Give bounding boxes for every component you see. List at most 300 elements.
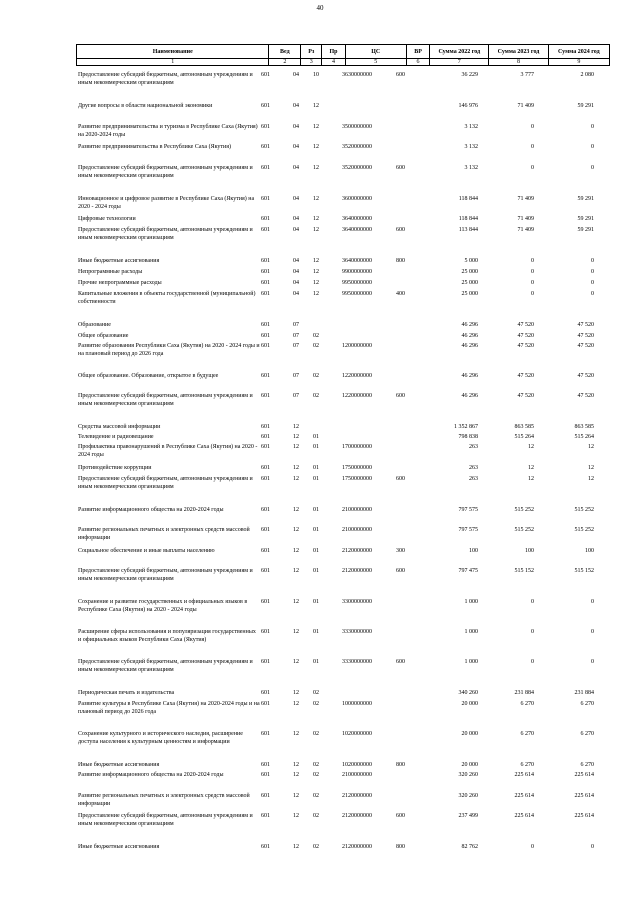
row-sum-2023: 47 520 bbox=[517, 373, 534, 379]
row-ved: 601 bbox=[261, 629, 270, 635]
row-ved: 601 bbox=[261, 599, 270, 605]
row-vr: 400 bbox=[396, 291, 405, 297]
header-name: Наименование bbox=[77, 45, 269, 59]
row-sum-2022: 340 260 bbox=[458, 690, 478, 696]
page-number: 40 bbox=[316, 4, 324, 12]
row-rz: 12 bbox=[293, 548, 299, 554]
row-pr: 02 bbox=[313, 762, 319, 768]
row-ved: 601 bbox=[261, 216, 270, 222]
header-rz: Рз bbox=[301, 45, 322, 59]
row-ved: 601 bbox=[261, 476, 270, 482]
row-name: Образование bbox=[78, 322, 111, 328]
row-cs: 3640000000 bbox=[342, 216, 372, 222]
row-sum-2022: 113 844 bbox=[458, 227, 478, 233]
row-ved: 601 bbox=[261, 444, 270, 450]
row-sum-2022: 25 000 bbox=[461, 269, 478, 275]
row-name: Предоставление субсидий бюджетным, автономным учреждениям и иным некоммерческим организациям bbox=[78, 568, 253, 582]
row-name: Телевидение и радиовещание bbox=[78, 434, 154, 440]
row-ved: 601 bbox=[261, 772, 270, 778]
row-sum-2024: 47 520 bbox=[577, 333, 594, 339]
row-name: Профилактика правонарушений в Республике Саха (Якутия) на 2020 - 2024 годы bbox=[78, 444, 258, 458]
row-sum-2022: 25 000 bbox=[461, 280, 478, 286]
colnum-9: 9 bbox=[548, 59, 609, 66]
row-rz: 12 bbox=[293, 444, 299, 450]
row-ved: 601 bbox=[261, 793, 270, 799]
row-pr: 02 bbox=[313, 690, 319, 696]
row-pr: 02 bbox=[313, 844, 319, 850]
row-ved: 601 bbox=[261, 844, 270, 850]
row-ved: 601 bbox=[261, 144, 270, 150]
row-sum-2022: 36 229 bbox=[461, 72, 478, 78]
row-pr: 02 bbox=[313, 393, 319, 399]
row-name: Предоставление субсидий бюджетным, автономным учреждениям и иным некоммерческим организациям bbox=[78, 659, 253, 673]
row-pr: 02 bbox=[313, 731, 319, 737]
row-sum-2022: 20 000 bbox=[461, 731, 478, 737]
row-pr: 10 bbox=[313, 72, 319, 78]
row-rz: 07 bbox=[293, 333, 299, 339]
row-sum-2024: 6 270 bbox=[580, 762, 594, 768]
colnum-2: 2 bbox=[269, 59, 301, 66]
row-sum-2023: 0 bbox=[531, 144, 534, 150]
row-sum-2024: 12 bbox=[588, 476, 594, 482]
row-sum-2023: 225 614 bbox=[514, 813, 534, 819]
row-sum-2023: 0 bbox=[531, 599, 534, 605]
row-sum-2022: 1 000 bbox=[464, 629, 478, 635]
row-sum-2023: 47 520 bbox=[517, 322, 534, 328]
row-ved: 601 bbox=[261, 373, 270, 379]
row-sum-2023: 12 bbox=[528, 465, 534, 471]
row-sum-2023: 231 884 bbox=[514, 690, 534, 696]
row-name: Социальное обеспечение и иные выплаты населению bbox=[78, 548, 215, 554]
row-name: Развитие предпринимательства в Республике Саха (Якутия) bbox=[78, 144, 231, 150]
row-sum-2023: 47 520 bbox=[517, 343, 534, 349]
row-rz: 12 bbox=[293, 465, 299, 471]
row-sum-2023: 225 614 bbox=[514, 772, 534, 778]
row-cs: 1000000000 bbox=[342, 701, 372, 707]
row-rz: 12 bbox=[293, 701, 299, 707]
row-pr: 01 bbox=[313, 527, 319, 533]
row-name: Сохранение и развитие государственных и официальных языков в Республике Саха (Якутия) на 2020 - 2024 годы bbox=[78, 599, 248, 613]
row-cs: 3330000000 bbox=[342, 659, 372, 665]
row-name: Инновационное и цифровое развитие в Республике Саха (Якутия) на 2020 - 2024 годы bbox=[78, 196, 255, 210]
row-sum-2022: 263 bbox=[469, 465, 478, 471]
row-sum-2023: 47 520 bbox=[517, 333, 534, 339]
row-name: Предоставление субсидий бюджетным, автономным учреждениям и иным некоммерческим организациям bbox=[78, 227, 253, 241]
row-sum-2024: 47 520 bbox=[577, 393, 594, 399]
row-pr: 02 bbox=[313, 343, 319, 349]
row-rz: 12 bbox=[293, 793, 299, 799]
row-sum-2022: 320 260 bbox=[458, 793, 478, 799]
row-sum-2022: 100 bbox=[469, 548, 478, 554]
row-name: Общее образование bbox=[78, 333, 129, 339]
row-name: Предоставление субсидий бюджетным, автономным учреждениям и иным некоммерческим организациям bbox=[78, 393, 253, 407]
row-sum-2024: 0 bbox=[591, 659, 594, 665]
row-ved: 601 bbox=[261, 72, 270, 78]
row-vr: 800 bbox=[396, 844, 405, 850]
row-sum-2023: 0 bbox=[531, 844, 534, 850]
row-name: Развитие региональных печатных и электронных средств массовой информации bbox=[78, 793, 250, 807]
row-sum-2022: 1 352 867 bbox=[454, 424, 478, 430]
colnum-4: 4 bbox=[322, 59, 345, 66]
row-sum-2022: 25 000 bbox=[461, 291, 478, 297]
row-pr: 02 bbox=[313, 701, 319, 707]
row-name: Иные бюджетные ассигнования bbox=[78, 844, 160, 850]
colnum-8: 8 bbox=[489, 59, 548, 66]
row-vr: 600 bbox=[396, 165, 405, 171]
row-sum-2022: 3 132 bbox=[464, 144, 478, 150]
row-ved: 601 bbox=[261, 527, 270, 533]
row-ved: 601 bbox=[261, 434, 270, 440]
row-ved: 601 bbox=[261, 659, 270, 665]
row-sum-2023: 12 bbox=[528, 476, 534, 482]
row-pr: 02 bbox=[313, 373, 319, 379]
row-pr: 02 bbox=[313, 333, 319, 339]
header-sum-2022: Сумма 2022 год bbox=[430, 45, 489, 59]
row-cs: 2120000000 bbox=[342, 844, 372, 850]
row-rz: 04 bbox=[293, 103, 299, 109]
row-pr: 12 bbox=[313, 144, 319, 150]
row-cs: 1020000000 bbox=[342, 762, 372, 768]
row-pr: 01 bbox=[313, 465, 319, 471]
row-sum-2024: 59 291 bbox=[577, 196, 594, 202]
row-rz: 12 bbox=[293, 813, 299, 819]
row-pr: 12 bbox=[313, 269, 319, 275]
row-sum-2023: 225 614 bbox=[514, 793, 534, 799]
row-rz: 04 bbox=[293, 227, 299, 233]
row-sum-2022: 20 000 bbox=[461, 701, 478, 707]
row-sum-2023: 0 bbox=[531, 659, 534, 665]
row-rz: 12 bbox=[293, 659, 299, 665]
row-sum-2023: 515 264 bbox=[514, 434, 534, 440]
row-sum-2024: 12 bbox=[588, 444, 594, 450]
row-rz: 04 bbox=[293, 144, 299, 150]
row-sum-2024: 863 585 bbox=[574, 424, 594, 430]
row-rz: 12 bbox=[293, 476, 299, 482]
row-sum-2024: 225 614 bbox=[574, 813, 594, 819]
row-sum-2024: 0 bbox=[591, 165, 594, 171]
row-rz: 07 bbox=[293, 322, 299, 328]
row-sum-2022: 1 000 bbox=[464, 599, 478, 605]
row-sum-2022: 263 bbox=[469, 476, 478, 482]
row-pr: 02 bbox=[313, 813, 319, 819]
row-vr: 300 bbox=[396, 548, 405, 554]
row-name: Общее образование. Образование, открытое в будущее bbox=[78, 373, 219, 379]
row-pr: 12 bbox=[313, 258, 319, 264]
row-sum-2024: 515 252 bbox=[574, 527, 594, 533]
row-sum-2024: 0 bbox=[591, 291, 594, 297]
row-sum-2022: 20 000 bbox=[461, 762, 478, 768]
row-ved: 601 bbox=[261, 227, 270, 233]
row-pr: 02 bbox=[313, 793, 319, 799]
row-sum-2024: 0 bbox=[591, 844, 594, 850]
row-rz: 04 bbox=[293, 216, 299, 222]
row-cs: 9950000000 bbox=[342, 291, 372, 297]
row-rz: 12 bbox=[293, 731, 299, 737]
row-pr: 12 bbox=[313, 196, 319, 202]
row-rz: 07 bbox=[293, 373, 299, 379]
row-sum-2023: 0 bbox=[531, 124, 534, 130]
row-rz: 04 bbox=[293, 269, 299, 275]
row-vr: 600 bbox=[396, 476, 405, 482]
row-name: Иные бюджетные ассигнования bbox=[78, 762, 160, 768]
row-name: Другие вопросы в области национальной экономики bbox=[78, 103, 213, 109]
row-pr: 01 bbox=[313, 507, 319, 513]
row-cs: 1200000000 bbox=[342, 343, 372, 349]
row-ved: 601 bbox=[261, 762, 270, 768]
row-rz: 12 bbox=[293, 690, 299, 696]
row-sum-2022: 237 499 bbox=[458, 813, 478, 819]
row-name: Предоставление субсидий бюджетным, автономным учреждениям и иным некоммерческим организациям bbox=[78, 165, 253, 179]
row-cs: 2100000000 bbox=[342, 507, 372, 513]
row-rz: 12 bbox=[293, 844, 299, 850]
row-sum-2024: 100 bbox=[585, 548, 594, 554]
row-sum-2024: 59 291 bbox=[577, 103, 594, 109]
row-cs: 1750000000 bbox=[342, 465, 372, 471]
row-ved: 601 bbox=[261, 322, 270, 328]
row-pr: 02 bbox=[313, 772, 319, 778]
row-sum-2022: 46 296 bbox=[461, 333, 478, 339]
row-rz: 12 bbox=[293, 568, 299, 574]
row-name: Развитие региональных печатных и электронных средств массовой информации bbox=[78, 527, 250, 541]
row-sum-2024: 6 270 bbox=[580, 731, 594, 737]
row-sum-2023: 100 bbox=[525, 548, 534, 554]
row-cs: 2120000000 bbox=[342, 568, 372, 574]
row-rz: 04 bbox=[293, 72, 299, 78]
row-sum-2024: 6 270 bbox=[580, 701, 594, 707]
row-sum-2023: 71 409 bbox=[517, 103, 534, 109]
row-cs: 1700000000 bbox=[342, 444, 372, 450]
row-sum-2024: 0 bbox=[591, 629, 594, 635]
row-sum-2023: 6 270 bbox=[520, 701, 534, 707]
row-vr: 800 bbox=[396, 258, 405, 264]
row-rz: 12 bbox=[293, 629, 299, 635]
row-sum-2022: 1 000 bbox=[464, 659, 478, 665]
row-pr: 01 bbox=[313, 444, 319, 450]
row-pr: 12 bbox=[313, 280, 319, 286]
row-sum-2023: 3 777 bbox=[520, 72, 534, 78]
row-cs: 2100000000 bbox=[342, 772, 372, 778]
row-rz: 12 bbox=[293, 507, 299, 513]
row-cs: 3640000000 bbox=[342, 227, 372, 233]
row-sum-2024: 225 614 bbox=[574, 793, 594, 799]
row-ved: 601 bbox=[261, 269, 270, 275]
row-sum-2023: 71 409 bbox=[517, 196, 534, 202]
row-name: Противодействие коррупции bbox=[78, 465, 152, 471]
row-pr: 01 bbox=[313, 476, 319, 482]
row-name: Развитие предпринимательства и туризма в Республике Саха (Якутия) на 2020-2024 годы bbox=[78, 124, 258, 138]
row-pr: 01 bbox=[313, 434, 319, 440]
row-sum-2022: 3 132 bbox=[464, 124, 478, 130]
row-sum-2024: 515 264 bbox=[574, 434, 594, 440]
row-sum-2024: 59 291 bbox=[577, 227, 594, 233]
row-rz: 04 bbox=[293, 165, 299, 171]
row-vr: 600 bbox=[396, 393, 405, 399]
row-sum-2022: 46 296 bbox=[461, 393, 478, 399]
row-sum-2024: 0 bbox=[591, 269, 594, 275]
row-sum-2023: 12 bbox=[528, 444, 534, 450]
row-rz: 04 bbox=[293, 196, 299, 202]
row-cs: 3520000000 bbox=[342, 165, 372, 171]
row-name: Непрограммные расходы bbox=[78, 269, 143, 275]
row-ved: 601 bbox=[261, 424, 270, 430]
row-vr: 800 bbox=[396, 762, 405, 768]
row-ved: 601 bbox=[261, 280, 270, 286]
row-sum-2022: 118 844 bbox=[458, 196, 478, 202]
header-sum-2024: Сумма 2024 год bbox=[548, 45, 609, 59]
row-pr: 01 bbox=[313, 599, 319, 605]
row-cs: 3500000000 bbox=[342, 124, 372, 130]
row-sum-2023: 0 bbox=[531, 165, 534, 171]
row-cs: 9900000000 bbox=[342, 269, 372, 275]
row-name: Капитальные вложения в объекты государственной (муниципальной) собственности bbox=[78, 291, 256, 305]
row-rz: 12 bbox=[293, 434, 299, 440]
row-sum-2024: 515 252 bbox=[574, 507, 594, 513]
row-rz: 07 bbox=[293, 343, 299, 349]
row-cs: 2120000000 bbox=[342, 548, 372, 554]
row-sum-2024: 47 520 bbox=[577, 343, 594, 349]
row-ved: 601 bbox=[261, 333, 270, 339]
row-sum-2023: 71 409 bbox=[517, 216, 534, 222]
row-sum-2024: 47 520 bbox=[577, 373, 594, 379]
row-ved: 601 bbox=[261, 731, 270, 737]
row-name: Расширение сферы использования и популяризация государственных и официальных языков Республики Саха (Якутия) bbox=[78, 629, 256, 643]
row-name: Прочие непрограммные расходы bbox=[78, 280, 162, 286]
row-name: Периодическая печать и издательства bbox=[78, 690, 175, 696]
row-sum-2024: 225 614 bbox=[574, 772, 594, 778]
row-ved: 601 bbox=[261, 813, 270, 819]
row-sum-2022: 118 844 bbox=[458, 216, 478, 222]
header-cs: ЦС bbox=[345, 45, 406, 59]
header-vr: ВР bbox=[406, 45, 429, 59]
row-name: Развитие информационного общества на 2020-2024 годы bbox=[78, 772, 224, 778]
colnum-1: 1 bbox=[77, 59, 269, 66]
row-cs: 2100000000 bbox=[342, 527, 372, 533]
row-sum-2023: 0 bbox=[531, 269, 534, 275]
header-sum-2023: Сумма 2023 год bbox=[489, 45, 548, 59]
row-ved: 601 bbox=[261, 124, 270, 130]
row-sum-2024: 12 bbox=[588, 465, 594, 471]
row-sum-2023: 6 270 bbox=[520, 731, 534, 737]
row-ved: 601 bbox=[261, 701, 270, 707]
row-rz: 12 bbox=[293, 772, 299, 778]
row-sum-2022: 46 296 bbox=[461, 343, 478, 349]
row-sum-2024: 0 bbox=[591, 599, 594, 605]
row-rz: 04 bbox=[293, 124, 299, 130]
row-rz: 12 bbox=[293, 527, 299, 533]
row-cs: 3520000000 bbox=[342, 144, 372, 150]
row-sum-2024: 47 520 bbox=[577, 322, 594, 328]
row-vr: 600 bbox=[396, 659, 405, 665]
row-pr: 12 bbox=[313, 291, 319, 297]
row-name: Развитие образования Республики Саха (Якутия) на 2020 - 2024 годы и на плановый период до 2026 года bbox=[78, 343, 260, 357]
row-cs: 2120000000 bbox=[342, 813, 372, 819]
row-sum-2023: 515 252 bbox=[514, 527, 534, 533]
row-cs: 1020000000 bbox=[342, 731, 372, 737]
row-cs: 1220000000 bbox=[342, 393, 372, 399]
row-name: Средства массовой информации bbox=[78, 424, 161, 430]
row-ved: 601 bbox=[261, 258, 270, 264]
row-sum-2023: 0 bbox=[531, 291, 534, 297]
colnum-7: 7 bbox=[430, 59, 489, 66]
row-ved: 601 bbox=[261, 165, 270, 171]
row-sum-2024: 231 884 bbox=[574, 690, 594, 696]
row-sum-2023: 47 520 bbox=[517, 393, 534, 399]
row-sum-2022: 263 bbox=[469, 444, 478, 450]
row-name: Цифровые технологии bbox=[78, 216, 136, 222]
row-rz: 04 bbox=[293, 280, 299, 286]
row-rz: 04 bbox=[293, 291, 299, 297]
row-sum-2022: 146 976 bbox=[458, 103, 478, 109]
row-cs: 3630000000 bbox=[342, 72, 372, 78]
row-pr: 12 bbox=[313, 165, 319, 171]
row-sum-2023: 0 bbox=[531, 629, 534, 635]
row-cs: 3600000000 bbox=[342, 196, 372, 202]
colnum-5: 5 bbox=[345, 59, 406, 66]
row-cs: 3640000000 bbox=[342, 258, 372, 264]
row-vr: 600 bbox=[396, 72, 405, 78]
row-sum-2023: 6 270 bbox=[520, 762, 534, 768]
row-cs: 2120000000 bbox=[342, 793, 372, 799]
row-cs: 3330000000 bbox=[342, 629, 372, 635]
row-ved: 601 bbox=[261, 507, 270, 513]
row-cs: 9950000000 bbox=[342, 280, 372, 286]
row-sum-2023: 863 585 bbox=[514, 424, 534, 430]
colnum-6: 6 bbox=[406, 59, 429, 66]
row-rz: 12 bbox=[293, 599, 299, 605]
row-sum-2022: 3 132 bbox=[464, 165, 478, 171]
row-sum-2024: 59 291 bbox=[577, 216, 594, 222]
row-sum-2024: 0 bbox=[591, 280, 594, 286]
row-sum-2023: 0 bbox=[531, 258, 534, 264]
row-name: Предоставление субсидий бюджетным, автономным учреждениям и иным некоммерческим организациям bbox=[78, 476, 253, 490]
row-ved: 601 bbox=[261, 465, 270, 471]
row-ved: 601 bbox=[261, 343, 270, 349]
row-name: Сохранение культурного и исторического наследия, расширение доступа населения к культурным ценностям и информации bbox=[78, 731, 243, 745]
row-rz: 12 bbox=[293, 762, 299, 768]
row-sum-2022: 46 296 bbox=[461, 322, 478, 328]
row-sum-2022: 797 575 bbox=[458, 507, 478, 513]
row-sum-2022: 5 000 bbox=[464, 258, 478, 264]
row-vr: 600 bbox=[396, 227, 405, 233]
header-pr: Пр bbox=[322, 45, 345, 59]
row-sum-2022: 798 838 bbox=[458, 434, 478, 440]
row-pr: 01 bbox=[313, 629, 319, 635]
row-sum-2022: 797 475 bbox=[458, 568, 478, 574]
colnum-3: 3 bbox=[301, 59, 322, 66]
row-ved: 601 bbox=[261, 568, 270, 574]
row-sum-2022: 46 296 bbox=[461, 373, 478, 379]
row-cs: 1750000000 bbox=[342, 476, 372, 482]
row-sum-2024: 515 152 bbox=[574, 568, 594, 574]
row-name: Иные бюджетные ассигнования bbox=[78, 258, 160, 264]
row-pr: 01 bbox=[313, 659, 319, 665]
row-ved: 601 bbox=[261, 103, 270, 109]
row-sum-2024: 0 bbox=[591, 258, 594, 264]
row-sum-2022: 797 575 bbox=[458, 527, 478, 533]
row-pr: 12 bbox=[313, 124, 319, 130]
row-sum-2022: 82 762 bbox=[461, 844, 478, 850]
header-ved: Вед bbox=[269, 45, 301, 59]
row-vr: 600 bbox=[396, 813, 405, 819]
row-sum-2023: 0 bbox=[531, 280, 534, 286]
row-cs: 1220000000 bbox=[342, 373, 372, 379]
row-cs: 3300000000 bbox=[342, 599, 372, 605]
row-ved: 601 bbox=[261, 291, 270, 297]
row-pr: 01 bbox=[313, 548, 319, 554]
row-sum-2024: 0 bbox=[591, 144, 594, 150]
row-pr: 12 bbox=[313, 103, 319, 109]
row-sum-2023: 515 252 bbox=[514, 507, 534, 513]
